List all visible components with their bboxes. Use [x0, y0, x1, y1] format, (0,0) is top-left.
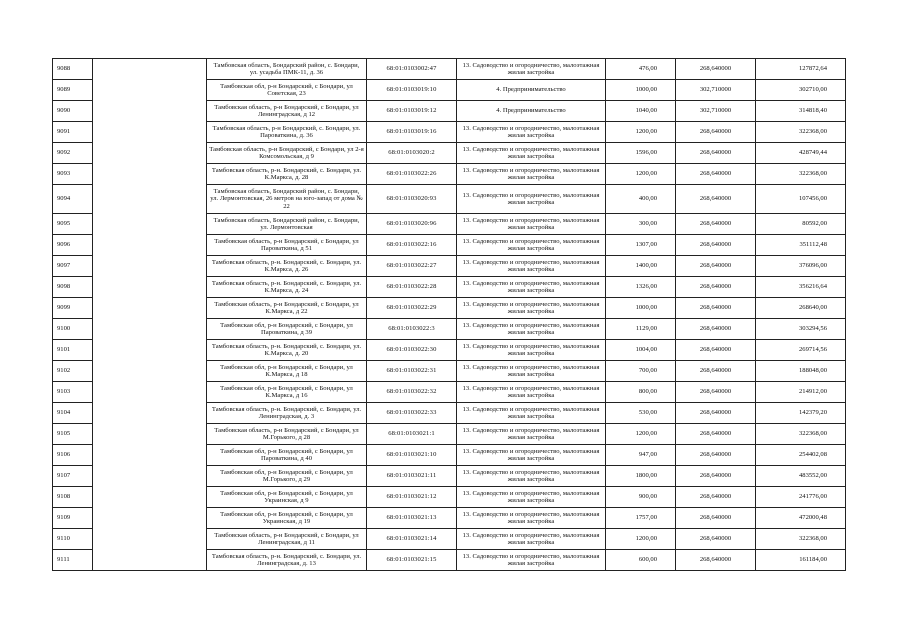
table-row	[53, 122, 846, 143]
cadastral-number-cell: 68:01:0103022:31	[367, 361, 457, 382]
address-cell: Тамбовская область, р-н Бондарский, с. Бондари, ул. Пароваткина, д. 36	[207, 122, 367, 143]
area-cell: 1000,00	[606, 298, 676, 319]
table-row	[53, 235, 846, 256]
land-use-cell: 13. Садоводство и огородничество, малоэтажная жилая застройка	[457, 59, 606, 80]
row-number-cell: 9097	[53, 256, 93, 277]
specific-value-cell: 268,640000	[676, 256, 756, 277]
table-row	[53, 340, 846, 361]
cadastral-value-cell: 472000,48	[756, 508, 846, 529]
area-cell: 1757,00	[606, 508, 676, 529]
specific-value-cell: 268,640000	[676, 298, 756, 319]
spacer-cell	[93, 466, 207, 487]
address-cell: Тамбовская область, р-н Бондарский, с Бондари, ул Ленинградская, д 11	[207, 529, 367, 550]
address-cell: Тамбовская обл, р-н Бондарский, с Бондари, ул М.Горького, д 29	[207, 466, 367, 487]
cadastral-value-cell: 161184,00	[756, 550, 846, 571]
address-cell: Тамбовская область, р-н. Бондарский, с. Бондари, ул. Ленинградская, д. 13	[207, 550, 367, 571]
cadastral-value-cell: 188048,00	[756, 361, 846, 382]
cadastral-value-cell: 322368,00	[756, 164, 846, 185]
cadastral-value-cell: 241776,00	[756, 487, 846, 508]
cadastral-number-cell: 68:01:0103021:14	[367, 529, 457, 550]
specific-value-cell: 268,640000	[676, 445, 756, 466]
cadastral-number-cell: 68:01:0103022:3	[367, 319, 457, 340]
table-row	[53, 445, 846, 466]
cadastral-value-cell: 127872,64	[756, 59, 846, 80]
cadastral-number-cell: 68:01:0103021:13	[367, 508, 457, 529]
cadastral-value-cell: 254402,08	[756, 445, 846, 466]
area-cell: 1000,00	[606, 80, 676, 101]
area-cell: 1040,00	[606, 101, 676, 122]
specific-value-cell: 268,640000	[676, 361, 756, 382]
address-cell: Тамбовская область, р-н. Бондарский, с. Бондари, ул. К.Маркса, д. 28	[207, 164, 367, 185]
cadastral-value-cell: 322368,00	[756, 424, 846, 445]
spacer-cell	[93, 382, 207, 403]
spacer-cell	[93, 214, 207, 235]
cadastral-value-cell: 356216,64	[756, 277, 846, 298]
cadastral-value-cell: 302710,00	[756, 80, 846, 101]
spacer-cell	[93, 508, 207, 529]
row-number-cell: 9099	[53, 298, 93, 319]
address-cell: Тамбовская обл, р-н Бондарский, с Бондари, ул Пароваткина, д 40	[207, 445, 367, 466]
cadastral-number-cell: 68:01:0103019:16	[367, 122, 457, 143]
area-cell: 400,00	[606, 185, 676, 214]
cadastral-value-cell: 351112,48	[756, 235, 846, 256]
row-number-cell: 9096	[53, 235, 93, 256]
spacer-cell	[93, 235, 207, 256]
row-number-cell: 9106	[53, 445, 93, 466]
land-use-cell: 4. Предпринимательство	[457, 101, 606, 122]
area-cell: 1307,00	[606, 235, 676, 256]
row-number-cell: 9092	[53, 143, 93, 164]
address-cell: Тамбовская область, р-н Бондарский, с Бондари, ул М.Горького, д 28	[207, 424, 367, 445]
cadastral-number-cell: 68:01:0103022:28	[367, 277, 457, 298]
row-number-cell: 9107	[53, 466, 93, 487]
specific-value-cell: 268,640000	[676, 403, 756, 424]
specific-value-cell: 268,640000	[676, 466, 756, 487]
land-use-cell: 13. Садоводство и огородничество, малоэтажная жилая застройка	[457, 445, 606, 466]
table-row	[53, 185, 846, 214]
land-use-cell: 4. Предпринимательство	[457, 80, 606, 101]
specific-value-cell: 268,640000	[676, 143, 756, 164]
table-row	[53, 424, 846, 445]
specific-value-cell: 268,640000	[676, 185, 756, 214]
cadastral-number-cell: 68:01:0103020:93	[367, 185, 457, 214]
row-number-cell: 9111	[53, 550, 93, 571]
address-cell: Тамбовская область, р-н Бондарский, с Бондари, ул Пароваткина, д 51	[207, 235, 367, 256]
cadastral-number-cell: 68:01:0103002:47	[367, 59, 457, 80]
cadastral-value-cell: 303294,56	[756, 319, 846, 340]
address-cell: Тамбовская обл, р-н Бондарский, с Бондари, ул К.Маркса, д 18	[207, 361, 367, 382]
row-number-cell: 9095	[53, 214, 93, 235]
specific-value-cell: 268,640000	[676, 235, 756, 256]
area-cell: 947,00	[606, 445, 676, 466]
spacer-cell	[93, 143, 207, 164]
table-row	[53, 466, 846, 487]
table-row	[53, 361, 846, 382]
land-use-cell: 13. Садоводство и огородничество, малоэтажная жилая застройка	[457, 143, 606, 164]
specific-value-cell: 268,640000	[676, 122, 756, 143]
row-number-cell: 9098	[53, 277, 93, 298]
spacer-cell	[93, 277, 207, 298]
row-number-cell: 9100	[53, 319, 93, 340]
table-row	[53, 256, 846, 277]
cadastral-number-cell: 68:01:0103020:96	[367, 214, 457, 235]
specific-value-cell: 268,640000	[676, 508, 756, 529]
land-use-cell: 13. Садоводство и огородничество, малоэтажная жилая застройка	[457, 164, 606, 185]
area-cell: 1200,00	[606, 164, 676, 185]
land-use-cell: 13. Садоводство и огородничество, малоэтажная жилая застройка	[457, 256, 606, 277]
address-cell: Тамбовская область, Бондарский район, с. Бондари, ул. усадьба ПМК-11, д. 36	[207, 59, 367, 80]
cadastral-value-cell: 107456,00	[756, 185, 846, 214]
land-use-cell: 13. Садоводство и огородничество, малоэтажная жилая застройка	[457, 235, 606, 256]
specific-value-cell: 268,640000	[676, 529, 756, 550]
row-number-cell: 9089	[53, 80, 93, 101]
cadastral-value-cell: 483552,00	[756, 466, 846, 487]
cadastral-number-cell: 68:01:0103022:27	[367, 256, 457, 277]
row-number-cell: 9104	[53, 403, 93, 424]
table-row	[53, 319, 846, 340]
address-cell: Тамбовская область, р-н. Бондарский, с. Бондари, ул. Ленинградская, д. 3	[207, 403, 367, 424]
cadastral-table-sheet	[52, 58, 846, 571]
row-number-cell: 9102	[53, 361, 93, 382]
row-number-cell: 9091	[53, 122, 93, 143]
cadastral-value-cell: 322368,00	[756, 122, 846, 143]
spacer-cell	[93, 550, 207, 571]
cadastral-value-cell: 314818,40	[756, 101, 846, 122]
cadastral-number-cell: 68:01:0103021:1	[367, 424, 457, 445]
cadastral-number-cell: 68:01:0103022:26	[367, 164, 457, 185]
land-use-cell: 13. Садоводство и огородничество, малоэтажная жилая застройка	[457, 340, 606, 361]
row-number-cell: 9103	[53, 382, 93, 403]
land-use-cell: 13. Садоводство и огородничество, малоэтажная жилая застройка	[457, 122, 606, 143]
land-use-cell: 13. Садоводство и огородничество, малоэтажная жилая застройка	[457, 185, 606, 214]
spacer-cell	[93, 101, 207, 122]
cadastral-number-cell: 68:01:0103022:29	[367, 298, 457, 319]
address-cell: Тамбовская область, р-н Бондарский, с Бондари, ул 2-я Комсомольская, д 9	[207, 143, 367, 164]
area-cell: 1800,00	[606, 466, 676, 487]
table-row	[53, 143, 846, 164]
address-cell: Тамбовская обл, р-н Бондарский, с Бондари, ул Украинская, д 19	[207, 508, 367, 529]
address-cell: Тамбовская обл, р-н Бондарский, с Бондари, ул Пароваткина, д 39	[207, 319, 367, 340]
spacer-cell	[93, 403, 207, 424]
cadastral-number-cell: 68:01:0103020:2	[367, 143, 457, 164]
area-cell: 700,00	[606, 361, 676, 382]
address-cell: Тамбовская обл, р-н Бондарский, с Бондари, ул К.Маркса, д 16	[207, 382, 367, 403]
cadastral-number-cell: 68:01:0103022:32	[367, 382, 457, 403]
spacer-cell	[93, 487, 207, 508]
land-use-cell: 13. Садоводство и огородничество, малоэтажная жилая застройка	[457, 361, 606, 382]
area-cell: 600,00	[606, 550, 676, 571]
spacer-cell	[93, 185, 207, 214]
cadastral-number-cell: 68:01:0103021:15	[367, 550, 457, 571]
specific-value-cell: 268,640000	[676, 319, 756, 340]
spacer-cell	[93, 445, 207, 466]
cadastral-number-cell: 68:01:0103022:16	[367, 235, 457, 256]
table-body	[53, 59, 846, 571]
land-use-cell: 13. Садоводство и огородничество, малоэтажная жилая застройка	[457, 487, 606, 508]
area-cell: 1004,00	[606, 340, 676, 361]
cadastral-value-table	[52, 58, 846, 571]
row-number-cell: 9093	[53, 164, 93, 185]
spacer-cell	[93, 319, 207, 340]
land-use-cell: 13. Садоводство и огородничество, малоэтажная жилая застройка	[457, 298, 606, 319]
area-cell: 1400,00	[606, 256, 676, 277]
cadastral-value-cell: 376096,00	[756, 256, 846, 277]
cadastral-value-cell: 214912,00	[756, 382, 846, 403]
row-number-cell: 9109	[53, 508, 93, 529]
address-cell: Тамбовская область, р-н. Бондарский, с. Бондари, ул. К.Маркса, д. 24	[207, 277, 367, 298]
table-row	[53, 164, 846, 185]
row-number-cell: 9110	[53, 529, 93, 550]
cadastral-value-cell: 322368,00	[756, 529, 846, 550]
row-number-cell: 9108	[53, 487, 93, 508]
row-number-cell: 9094	[53, 185, 93, 214]
table-row	[53, 508, 846, 529]
land-use-cell: 13. Садоводство и огородничество, малоэтажная жилая застройка	[457, 424, 606, 445]
cadastral-number-cell: 68:01:0103021:10	[367, 445, 457, 466]
row-number-cell: 9105	[53, 424, 93, 445]
land-use-cell: 13. Садоводство и огородничество, малоэтажная жилая застройка	[457, 319, 606, 340]
area-cell: 1200,00	[606, 529, 676, 550]
address-cell: Тамбовская обл, р-н Бондарский, с Бондари, ул Советская, 23	[207, 80, 367, 101]
area-cell: 1596,00	[606, 143, 676, 164]
area-cell: 300,00	[606, 214, 676, 235]
address-cell: Тамбовская область, Бондарский район, с. Бондари, ул. Лермонтовская	[207, 214, 367, 235]
table-row	[53, 298, 846, 319]
table-row	[53, 382, 846, 403]
area-cell: 900,00	[606, 487, 676, 508]
spacer-cell	[93, 122, 207, 143]
table-row	[53, 487, 846, 508]
table-row	[53, 403, 846, 424]
land-use-cell: 13. Садоводство и огородничество, малоэтажная жилая застройка	[457, 403, 606, 424]
area-cell: 1129,00	[606, 319, 676, 340]
area-cell: 476,00	[606, 59, 676, 80]
area-cell: 1326,00	[606, 277, 676, 298]
address-cell: Тамбовская обл, р-н Бондарский, с Бондари, ул Украинская, д 9	[207, 487, 367, 508]
land-use-cell: 13. Садоводство и огородничество, малоэтажная жилая застройка	[457, 382, 606, 403]
specific-value-cell: 268,640000	[676, 59, 756, 80]
land-use-cell: 13. Садоводство и огородничество, малоэтажная жилая застройка	[457, 529, 606, 550]
spacer-cell	[93, 340, 207, 361]
specific-value-cell: 268,640000	[676, 214, 756, 235]
specific-value-cell: 302,710000	[676, 101, 756, 122]
land-use-cell: 13. Садоводство и огородничество, малоэтажная жилая застройка	[457, 550, 606, 571]
spacer-cell	[93, 529, 207, 550]
address-cell: Тамбовская область, р-н Бондарский, с Бондари, ул К.Маркса, д 22	[207, 298, 367, 319]
address-cell: Тамбовская область, Бондарский район, с. Бондари, ул. Лермонтовская, 26 метров на юго-запад от дома № 22	[207, 185, 367, 214]
row-number-cell: 9101	[53, 340, 93, 361]
specific-value-cell: 268,640000	[676, 340, 756, 361]
cadastral-number-cell: 68:01:0103019:10	[367, 80, 457, 101]
cadastral-number-cell: 68:01:0103019:12	[367, 101, 457, 122]
area-cell: 530,00	[606, 403, 676, 424]
spacer-cell	[93, 424, 207, 445]
spacer-cell	[93, 80, 207, 101]
land-use-cell: 13. Садоводство и огородничество, малоэтажная жилая застройка	[457, 508, 606, 529]
cadastral-number-cell: 68:01:0103022:30	[367, 340, 457, 361]
spacer-cell	[93, 256, 207, 277]
land-use-cell: 13. Садоводство и огородничество, малоэтажная жилая застройка	[457, 214, 606, 235]
cadastral-number-cell: 68:01:0103021:11	[367, 466, 457, 487]
row-number-cell: 9090	[53, 101, 93, 122]
area-cell: 1200,00	[606, 122, 676, 143]
specific-value-cell: 268,640000	[676, 277, 756, 298]
table-row	[53, 101, 846, 122]
area-cell: 1200,00	[606, 424, 676, 445]
table-row	[53, 550, 846, 571]
address-cell: Тамбовская область, р-н Бондарский, с Бондари, ул Ленинградская, д 12	[207, 101, 367, 122]
address-cell: Тамбовская область, р-н. Бондарский, с. Бондари, ул. К.Маркса, д. 26	[207, 256, 367, 277]
address-cell: Тамбовская область, р-н. Бондарский, с. Бондари, ул. К.Маркса, д. 20	[207, 340, 367, 361]
cadastral-number-cell: 68:01:0103021:12	[367, 487, 457, 508]
cadastral-value-cell: 142379,20	[756, 403, 846, 424]
spacer-cell	[93, 59, 207, 80]
specific-value-cell: 268,640000	[676, 382, 756, 403]
land-use-cell: 13. Садоводство и огородничество, малоэтажная жилая застройка	[457, 466, 606, 487]
cadastral-value-cell: 268640,00	[756, 298, 846, 319]
cadastral-value-cell: 269714,56	[756, 340, 846, 361]
spacer-cell	[93, 164, 207, 185]
table-row	[53, 529, 846, 550]
row-number-cell: 9088	[53, 59, 93, 80]
specific-value-cell: 302,710000	[676, 80, 756, 101]
cadastral-value-cell: 80592,00	[756, 214, 846, 235]
cadastral-value-cell: 428749,44	[756, 143, 846, 164]
specific-value-cell: 268,640000	[676, 550, 756, 571]
table-row	[53, 214, 846, 235]
area-cell: 800,00	[606, 382, 676, 403]
table-row	[53, 80, 846, 101]
spacer-cell	[93, 298, 207, 319]
cadastral-number-cell: 68:01:0103022:33	[367, 403, 457, 424]
spacer-cell	[93, 361, 207, 382]
specific-value-cell: 268,640000	[676, 487, 756, 508]
table-row	[53, 277, 846, 298]
specific-value-cell: 268,640000	[676, 164, 756, 185]
specific-value-cell: 268,640000	[676, 424, 756, 445]
table-row	[53, 59, 846, 80]
land-use-cell: 13. Садоводство и огородничество, малоэтажная жилая застройка	[457, 277, 606, 298]
